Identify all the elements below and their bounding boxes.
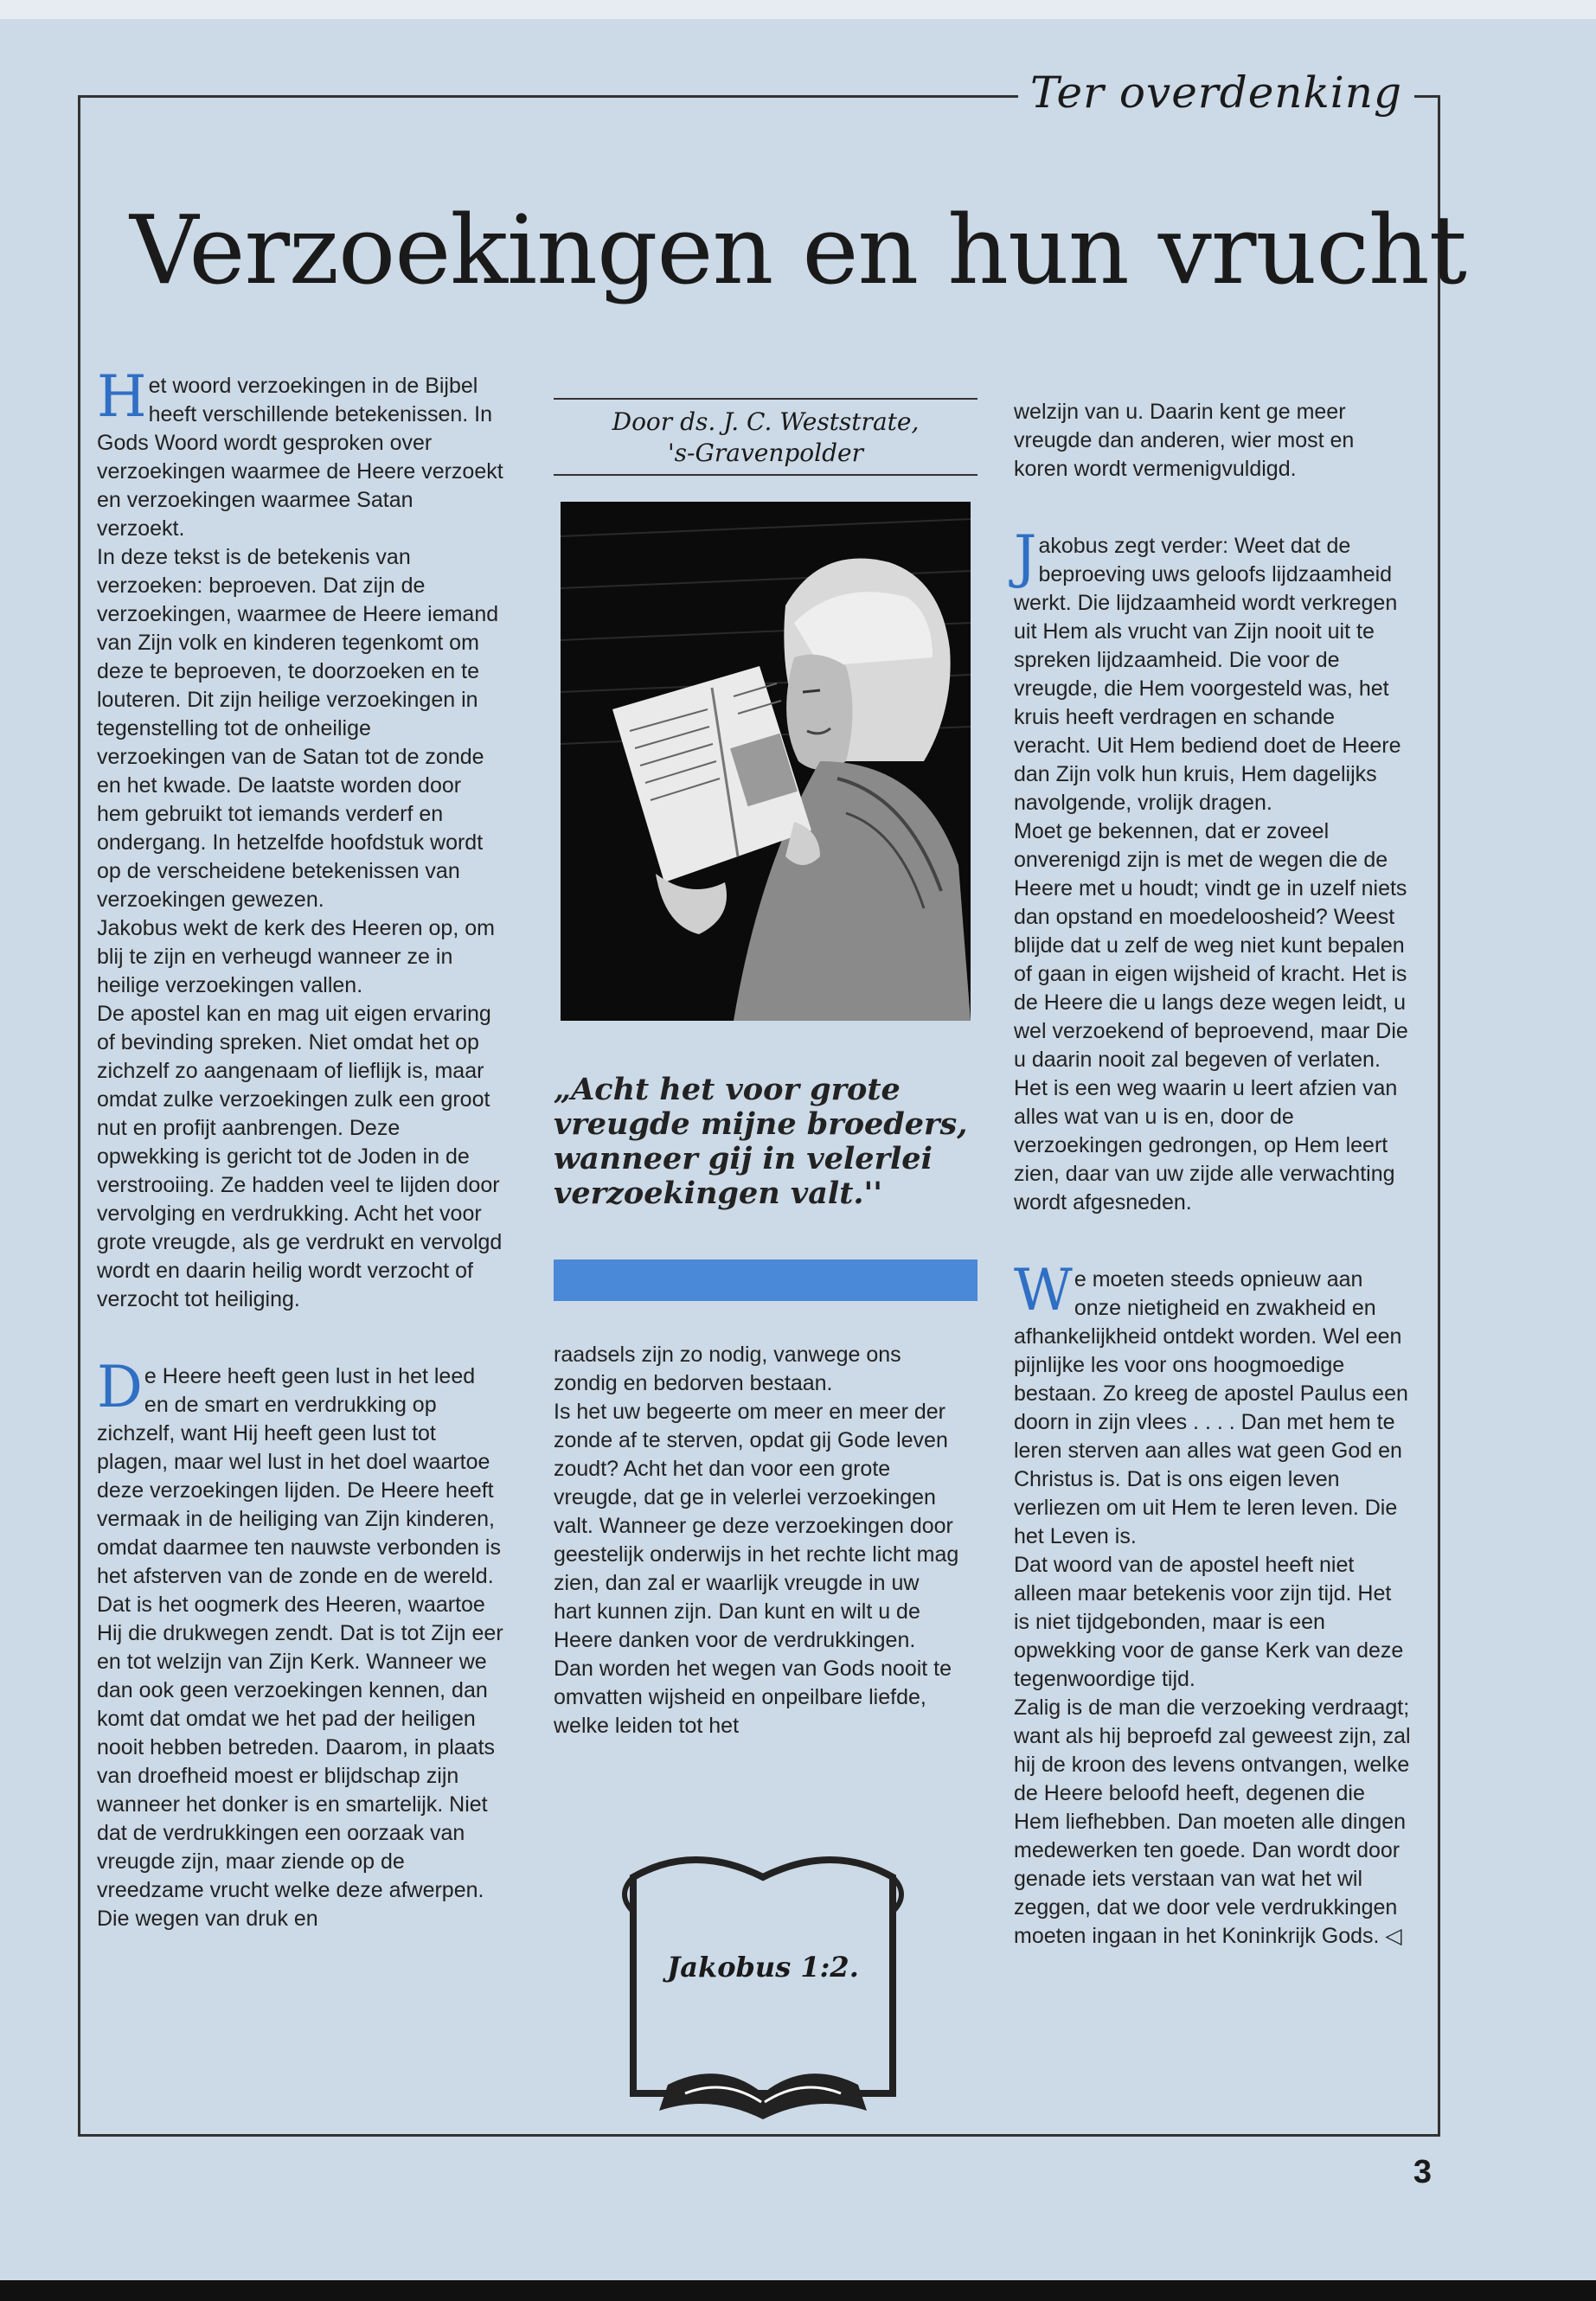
paragraph: Is het uw begeerte om meer en meer der zonde af te sterven, opdat gij Gode leven zoudt? Acht het dan voor een grote vreugde, dat ge in velerlei verzoekingen valt. Wanneer ge deze verzoekingen door geestelijk onderwijs in het rechte licht mag zien, dan zal er waarlijk vreugde in uw hart kunnen zijn. Dan kunt en wilt u de Heere danken voor de verdrukkingen. Dan worden het wegen van Gods nooit te omvatten wijsheid en onpeilbare liefde, welke leiden tot het — [554, 1400, 959, 1738]
drop-cap: W — [1014, 1257, 1073, 1324]
paragraph-text: e moeten steeds opnieuw aan onze nietigheid en zwakheid en afhankelijkheid ontdekt worden. Wel een pijnlijke les voor ons hoogmoedige bestaan. Zo kreeg de apostel Paulus een doorn in zijn vlees . . . . Dan met hem te leren sterven aan alles wat geen God en Christus is. Dat is ons eigen leven verliezen om uit Hem te leren leven. Die het Leven is. — [1014, 1267, 1408, 1548]
spacer — [1014, 484, 1412, 532]
right-column — [1014, 398, 1412, 1951]
page-number: 3 — [1413, 2154, 1432, 2190]
byline-author: Door ds. J. C. Weststrate, — [612, 407, 920, 436]
open-book-icon — [616, 1843, 910, 2128]
page-top-edge — [0, 0, 1596, 19]
article-title: Verzoekingen en hun vrucht — [130, 195, 1466, 305]
paragraph — [97, 1354, 503, 1933]
accent-bar — [554, 1259, 977, 1301]
page-bottom-edge — [0, 2280, 1596, 2301]
drop-cap: D — [97, 1354, 143, 1420]
paragraph-text: et woord verzoekingen in de Bijbel heeft verschillende betekenissen. In Gods Woord wordt gesproken over verzoekingen waarmee de Heere verzoekt en verzoekingen waarmee Satan verzoekt. — [97, 374, 503, 541]
section-label: Ter overdenking — [1018, 67, 1414, 118]
paragraph — [1014, 523, 1412, 817]
paragraph: Zalig is de man die verzoeking verdraagt; want als hij beproefd zal geweest zijn, zal hij de kroon des levens ontvangen, welke de Heere beloofd heeft, degenen die Hem liefhebben. Dan moeten alle dingen medewerken ten goede. Dan wordt door genade iets verstaan van wat het wil zeggen, dat we door vele verdrukkingen moeten ingaan in het Koninkrijk Gods. ◁ — [1014, 1695, 1411, 1948]
middle-column — [554, 1341, 960, 1740]
bible-emblem — [616, 1843, 910, 2128]
paragraph: Jakobus wekt de kerk des Heeren op, om blij te zijn en verheugd wanneer ze in heilige verzoekingen vallen. — [97, 916, 495, 997]
paragraph — [1014, 1257, 1412, 1551]
drop-cap: H — [97, 363, 147, 430]
byline-place: 's-Gravenpolder — [667, 439, 863, 467]
paragraph-text: akobus zegt verder: Weet dat de beproeving uws geloofs lijdzaamheid werkt. Die lijdzaamheid wordt verkregen uit Hem als vrucht van Zijn nooit uit te spreken lijdzaamheid. Die voor de vreugde, die Hem voorgesteld was, het kruis heeft verdragen en schande veracht. Uit Hem bediend doet de Heere dan Zijn volk hun kruis, Hem dagelijks navolgende, vrolijk dragen. — [1014, 534, 1401, 815]
paragraph: Dat woord van de apostel heeft niet alleen maar betekenis voor zijn tijd. Het is niet tijdgebonden, maar is een opwekking voor de ganse Kerk van deze tegenwoordige tijd. — [1014, 1553, 1404, 1691]
illustration-image — [561, 502, 971, 1021]
paragraph-text: e Heere heeft geen lust in het leed en de smart en verdrukking op zichzelf, want Hij heeft geen lust tot plagen, maar wel lust in het doel waartoe deze verzoekingen lijden. De Heere heeft vermaak in de heiliging van Zijn kinderen, omdat daarmee ten nauwste verbonden is het afsterven van de zonde en de wereld. Dat is het oogmerk des Heeren, waartoe Hij die drukwegen zendt. Dat is tot Zijn eer en tot welzijn van Zijn Kerk. Wanneer we dan ook geen verzoekingen kennen, dan komt dat omdat we het pad der heiligen nooit hebben betreden. Daarom, in plaats van droefheid moest er blijdschap zijn wanneer het donker is en smartelijk. Niet dat de verdrukkingen een oorzaak van vreugde zijn, maar ziende op de vreedzame vrucht welke deze afwerpen. Die wegen van druk en — [97, 1364, 503, 1931]
paragraph: In deze tekst is de betekenis van verzoeken: beproeven. Dat zijn de verzoekingen, waarmee de Heere iemand van Zijn volk en kinderen tegenkomt om deze te beproeven, te doorzoeken en te louteren. Dit zijn heilige verzoekingen in tegenstelling tot de onheilige verzoekingen van de Satan tot de zonde en het kwade. De laatste worden door hem gebruikt tot iemands verderf en ondergang. In hetzelfde hoofdstuk wordt op de verscheidene betekenissen van verzoekingen gewezen. — [97, 545, 499, 912]
byline — [554, 398, 977, 476]
paragraph: welzijn van u. Daarin kent ge meer vreugde dan anderen, wier most en koren wordt vermenigvuldigd. — [1014, 400, 1355, 481]
paragraph — [97, 363, 503, 543]
spacer — [1014, 1217, 1412, 1266]
drop-cap: J — [1014, 523, 1037, 590]
spacer — [97, 1314, 503, 1362]
bible-reference: Jakobus 1:2. — [667, 1951, 859, 1984]
paragraph: De apostel kan en mag uit eigen ervaring of bevinding spreken. Niet omdat het op zichzelf zo aangenaam of lieflijk is, maar omdat zulke verzoekingen zulk een groot nut en profijt aanbrengen. Deze opwekking is gericht tot de Joden in de verstrooiing. Ze hadden veel te lijden door vervolging en verdrukking. Acht het voor grote vreugde, als ge verdrukt en vervolgd wordt en daarin heilig wordt verzocht of verzocht tot heiliging. — [97, 1002, 503, 1311]
left-column — [97, 363, 503, 1933]
pull-quote: „Acht het voor grote vreugde mijne broeders, wanneer gij in velerlei verzoekingen valt.'' — [554, 1072, 968, 1211]
paragraph: raadsels zijn zo nodig, vanwege ons zondig en bedorven bestaan. — [554, 1343, 901, 1395]
paragraph: Moet ge bekennen, dat er zoveel onverenigd zijn is met de wegen die de Heere met u houdt; vindt ge in uzelf niets dan opstand en moedeloosheid? Weest blijde dat u zelf de weg niet kunt bepalen of gaan in eigen wijsheid of kracht. Het is de Heere die u langs deze wegen leidt, u wel verzoekend of beproevend, maar Die u daarin nooit zal begeven of verlaten. Het is een weg waarin u leert afzien van alles wat van u is en, door de verzoekingen gedrongen, op Hem leert zien, daar van uw zijde alle verwachting wordt afgesneden. — [1014, 819, 1408, 1215]
illustration-reading-woman — [561, 502, 971, 1021]
